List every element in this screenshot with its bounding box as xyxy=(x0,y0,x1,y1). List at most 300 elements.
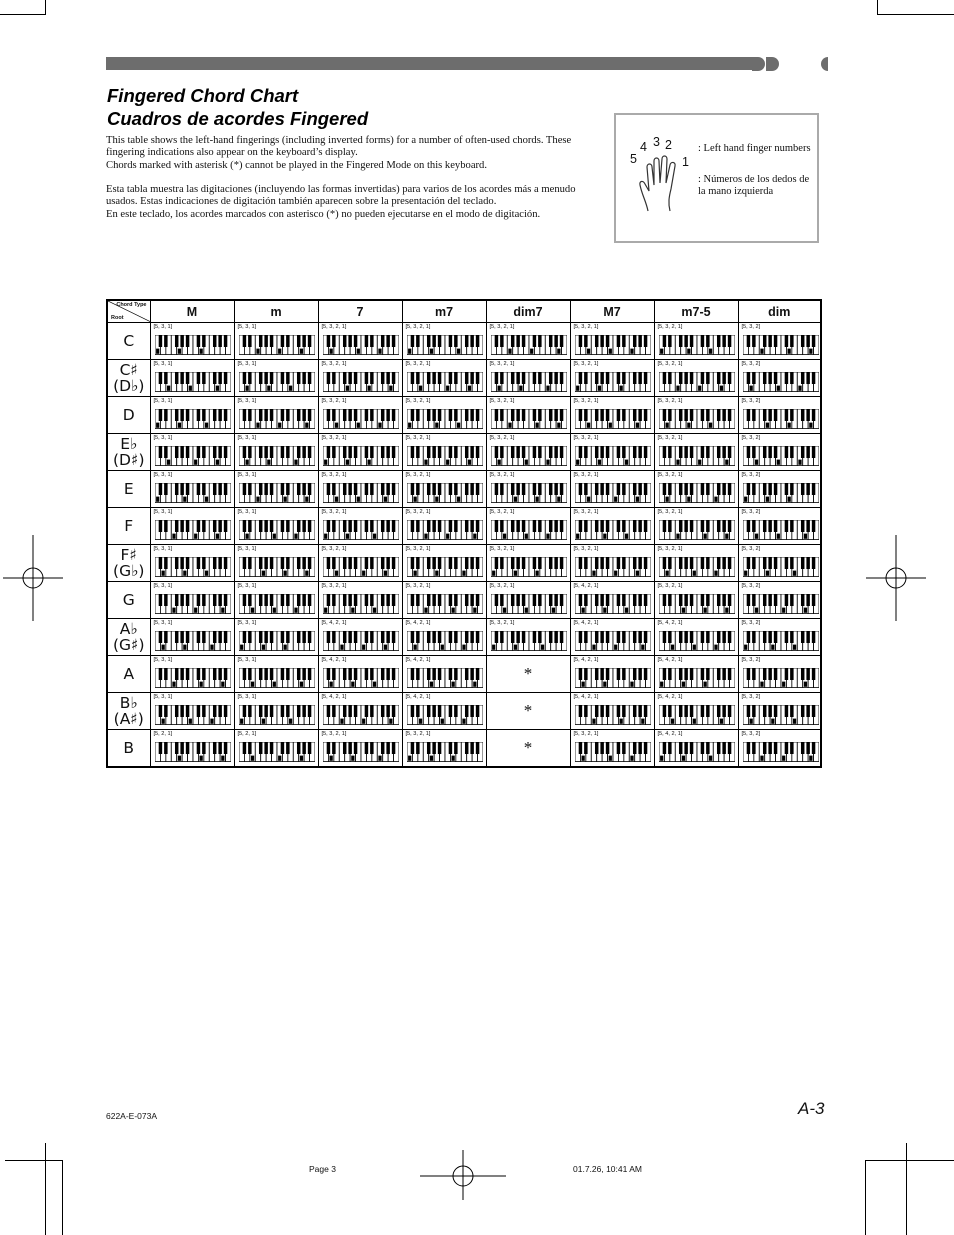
black-key xyxy=(302,520,305,532)
keyboard-diagram xyxy=(575,372,651,392)
black-key xyxy=(307,409,310,421)
pressed-key-mark xyxy=(261,719,264,724)
chord-cell-content xyxy=(571,397,654,433)
black-key xyxy=(391,631,394,643)
chord-cell-content xyxy=(571,545,654,581)
black-key xyxy=(668,335,671,347)
black-key xyxy=(185,742,188,754)
black-key xyxy=(353,557,356,569)
fingering-label: [5, 3, 1] xyxy=(237,324,257,330)
black-key xyxy=(727,557,730,569)
black-key xyxy=(689,705,692,717)
keyboard-diagram xyxy=(155,372,231,392)
pressed-key-mark xyxy=(389,719,392,724)
black-key xyxy=(364,372,367,384)
pressed-key-mark xyxy=(641,719,644,724)
pressed-key-mark xyxy=(215,386,218,391)
black-key xyxy=(391,483,394,495)
black-key xyxy=(353,409,356,421)
black-key xyxy=(762,557,765,569)
finger-number: 5 xyxy=(630,152,637,166)
pressed-key-mark xyxy=(272,608,275,613)
keyboard-diagram xyxy=(407,520,483,540)
fingering-label: [5, 3, 2, 1] xyxy=(405,324,431,330)
black-key xyxy=(218,372,221,384)
black-key xyxy=(790,557,793,569)
chord-cell xyxy=(318,619,402,656)
black-key xyxy=(269,742,272,754)
black-key xyxy=(538,557,541,569)
black-key xyxy=(600,446,603,458)
chord-cell xyxy=(150,693,234,730)
pressed-key-mark xyxy=(592,571,595,576)
black-key xyxy=(286,446,289,458)
black-key xyxy=(448,594,451,606)
not-available-cell: * xyxy=(486,693,570,730)
black-key xyxy=(264,483,267,495)
black-key xyxy=(332,409,335,421)
table-row xyxy=(107,656,821,693)
black-key xyxy=(286,372,289,384)
keyboard-diagram xyxy=(155,557,231,577)
black-key xyxy=(616,446,619,458)
keyboard-diagram xyxy=(239,335,315,355)
black-key xyxy=(302,446,305,458)
chord-cell-content xyxy=(319,656,402,692)
black-key xyxy=(706,557,709,569)
black-key xyxy=(578,446,581,458)
intro-english-p1: This table shows the left-hand fingerings (including inverted forms) for a number of often-used chords. These fingering indications also appear on the keyboard’s display. xyxy=(106,135,572,159)
black-key xyxy=(800,668,803,680)
keyboard-diagram xyxy=(575,446,651,466)
pressed-key-mark xyxy=(708,756,711,761)
black-key xyxy=(800,335,803,347)
black-key xyxy=(164,335,167,347)
pressed-key-mark xyxy=(535,571,538,576)
black-key xyxy=(584,631,587,643)
black-key xyxy=(158,335,161,347)
black-key xyxy=(342,372,345,384)
chord-cell xyxy=(150,471,234,508)
black-key xyxy=(286,594,289,606)
pressed-key-mark xyxy=(362,719,365,724)
keyboard-diagram xyxy=(659,409,735,429)
black-key xyxy=(722,705,725,717)
black-key xyxy=(258,742,261,754)
pressed-key-mark xyxy=(776,460,779,465)
black-key xyxy=(212,668,215,680)
pressed-key-mark xyxy=(383,497,386,502)
black-key xyxy=(212,335,215,347)
black-key xyxy=(516,335,519,347)
chord-cell-content xyxy=(403,397,486,433)
black-key xyxy=(218,409,221,421)
black-key xyxy=(689,335,692,347)
chord-cell xyxy=(654,619,738,656)
black-key xyxy=(223,372,226,384)
black-key xyxy=(348,742,351,754)
black-key xyxy=(684,483,687,495)
chord-cell-content xyxy=(571,323,654,359)
chord-cell-content xyxy=(319,397,402,433)
black-key xyxy=(811,668,814,680)
black-key xyxy=(510,446,513,458)
black-key xyxy=(638,520,641,532)
black-key xyxy=(212,409,215,421)
chord-cell-content xyxy=(403,693,486,729)
chord-cell-content xyxy=(235,545,318,581)
black-key xyxy=(500,594,503,606)
black-key xyxy=(689,372,692,384)
pressed-key-mark xyxy=(283,645,286,650)
pressed-key-mark xyxy=(619,386,622,391)
column-header: dim7 xyxy=(486,300,570,323)
black-key xyxy=(242,409,245,421)
black-key xyxy=(280,705,283,717)
pressed-key-mark xyxy=(451,608,454,613)
black-key xyxy=(662,705,665,717)
fingering-label: [5, 2, 1] xyxy=(153,731,173,737)
pressed-key-mark xyxy=(782,682,785,687)
pressed-key-mark xyxy=(771,719,774,724)
black-key xyxy=(768,668,771,680)
black-key xyxy=(638,335,641,347)
pressed-key-mark xyxy=(608,423,611,428)
keyboard-diagram xyxy=(743,705,819,725)
keyboard-diagram xyxy=(743,335,819,355)
chord-cell-content xyxy=(235,471,318,507)
pressed-key-mark xyxy=(283,497,286,502)
pressed-key-mark xyxy=(676,386,679,391)
fingering-label: [5, 3, 1] xyxy=(237,546,257,552)
black-key xyxy=(538,483,541,495)
chord-cell-content xyxy=(151,471,234,507)
black-key xyxy=(296,668,299,680)
root-note-cell xyxy=(107,619,150,656)
black-key xyxy=(722,372,725,384)
pressed-key-mark xyxy=(299,756,302,761)
black-key xyxy=(470,594,473,606)
black-key xyxy=(554,446,557,458)
black-key xyxy=(242,705,245,717)
black-key xyxy=(426,557,429,569)
black-key xyxy=(548,483,551,495)
black-key xyxy=(416,520,419,532)
pressed-key-mark xyxy=(714,571,717,576)
chord-cell-content xyxy=(235,323,318,359)
keyboard-diagram xyxy=(659,483,735,503)
black-key xyxy=(416,668,419,680)
black-key xyxy=(180,483,183,495)
black-key xyxy=(280,742,283,754)
black-key xyxy=(600,483,603,495)
pressed-key-mark xyxy=(524,534,527,539)
black-key xyxy=(248,372,251,384)
chord-cell xyxy=(738,471,821,508)
black-key xyxy=(280,372,283,384)
black-key xyxy=(269,372,272,384)
black-key xyxy=(416,631,419,643)
black-key xyxy=(302,668,305,680)
black-key xyxy=(464,335,467,347)
black-key xyxy=(242,668,245,680)
chord-cell xyxy=(570,397,654,434)
black-key xyxy=(432,409,435,421)
black-key xyxy=(185,631,188,643)
black-key xyxy=(307,594,310,606)
chord-cell xyxy=(570,508,654,545)
black-key xyxy=(668,631,671,643)
black-key xyxy=(332,483,335,495)
fingering-label: [5, 3, 1] xyxy=(237,398,257,404)
black-key xyxy=(616,668,619,680)
keyboard-diagram xyxy=(575,631,651,651)
black-key xyxy=(454,520,457,532)
header-bar-tabs xyxy=(752,55,828,72)
root-note: B xyxy=(123,739,135,757)
black-key xyxy=(348,557,351,569)
black-key xyxy=(578,483,581,495)
chord-cell-content xyxy=(319,545,402,581)
chord-cell xyxy=(402,508,486,545)
black-key xyxy=(342,520,345,532)
black-key xyxy=(164,483,167,495)
fingering-label: [5, 3, 2, 1] xyxy=(573,472,599,478)
black-key xyxy=(559,631,562,643)
fingering-label: [5, 3, 2] xyxy=(741,546,761,552)
black-key xyxy=(437,335,440,347)
pressed-key-mark xyxy=(546,534,549,539)
black-key xyxy=(668,557,671,569)
black-key xyxy=(386,668,389,680)
intro-spanish-p1: Esta tabla muestra las digitaciones (incluyendo las formas invertidas) para varios de los acordes más a menudo usados. Estas indicaciones de digitación también aparecen sobre la presentación del teclado. xyxy=(106,184,576,208)
black-key xyxy=(722,446,725,458)
black-key xyxy=(548,631,551,643)
pressed-key-mark xyxy=(676,460,679,465)
chord-cell xyxy=(234,656,318,693)
black-key xyxy=(348,483,351,495)
black-key xyxy=(752,335,755,347)
fingering-label: [5, 4, 2, 1] xyxy=(657,620,683,626)
black-key xyxy=(307,372,310,384)
black-key xyxy=(280,631,283,643)
chord-cell xyxy=(402,656,486,693)
crop-mark xyxy=(906,1143,907,1235)
black-key xyxy=(684,705,687,717)
fingering-label: [5, 3, 2, 1] xyxy=(321,731,347,737)
fingering-label: [5, 3, 2, 1] xyxy=(321,398,347,404)
pressed-key-mark xyxy=(446,460,449,465)
black-key xyxy=(605,483,608,495)
keyboard-diagram xyxy=(239,483,315,503)
fingering-label: [5, 3, 2, 1] xyxy=(405,546,431,552)
keyboard-diagram xyxy=(407,594,483,614)
black-key xyxy=(762,742,765,754)
black-key xyxy=(727,742,730,754)
chord-cell xyxy=(234,545,318,582)
pressed-key-mark xyxy=(272,682,275,687)
keyboard-diagram xyxy=(407,446,483,466)
keyboard-diagram xyxy=(323,705,399,725)
black-key xyxy=(632,409,635,421)
black-key xyxy=(689,446,692,458)
fingering-label: [5, 3, 2, 1] xyxy=(489,620,515,626)
chord-cell-content xyxy=(235,397,318,433)
chord-cell xyxy=(402,619,486,656)
black-key xyxy=(554,594,557,606)
chord-cell-content xyxy=(151,656,234,692)
pressed-key-mark xyxy=(240,645,243,650)
black-key xyxy=(706,594,709,606)
black-key xyxy=(185,372,188,384)
black-key xyxy=(307,520,310,532)
chord-cell xyxy=(654,434,738,471)
black-key xyxy=(454,557,457,569)
black-key xyxy=(643,520,646,532)
black-key xyxy=(700,372,703,384)
black-key xyxy=(454,483,457,495)
pressed-key-mark xyxy=(754,460,757,465)
black-key xyxy=(768,557,771,569)
black-key xyxy=(158,372,161,384)
pressed-key-mark xyxy=(665,571,668,576)
chord-cell-content xyxy=(655,323,738,359)
fingering-label: [5, 3, 2, 1] xyxy=(657,398,683,404)
fingering-label: [5, 3, 1] xyxy=(153,398,173,404)
pressed-key-mark xyxy=(351,756,354,761)
black-key xyxy=(437,668,440,680)
black-key xyxy=(258,705,261,717)
fingering-label: [5, 3, 2, 1] xyxy=(321,546,347,552)
fingering-label: [5, 3, 2, 1] xyxy=(405,472,431,478)
black-key xyxy=(632,557,635,569)
pressed-key-mark xyxy=(630,682,633,687)
fingering-label: [5, 3, 2, 1] xyxy=(321,472,347,478)
chord-cell xyxy=(234,360,318,397)
black-key xyxy=(364,631,367,643)
pressed-key-mark xyxy=(451,682,454,687)
chord-cell xyxy=(654,508,738,545)
black-key xyxy=(307,668,310,680)
black-key xyxy=(684,631,687,643)
pressed-key-mark xyxy=(513,497,516,502)
black-key xyxy=(307,742,310,754)
column-header: dim xyxy=(738,300,821,323)
pressed-key-mark xyxy=(592,645,595,650)
pressed-key-mark xyxy=(334,497,337,502)
black-key xyxy=(180,520,183,532)
chord-cell-content xyxy=(655,508,738,544)
chord-cell-content xyxy=(487,582,570,618)
black-key xyxy=(454,668,457,680)
black-key xyxy=(326,446,329,458)
black-key xyxy=(391,594,394,606)
pressed-key-mark xyxy=(803,682,806,687)
pressed-key-mark xyxy=(408,423,411,428)
black-key xyxy=(716,557,719,569)
pressed-key-mark xyxy=(204,571,207,576)
pressed-key-mark xyxy=(660,756,663,761)
black-key xyxy=(668,372,671,384)
black-key xyxy=(494,409,497,421)
black-key xyxy=(296,742,299,754)
chord-cell-content xyxy=(739,434,821,470)
pressed-key-mark xyxy=(760,756,763,761)
black-key xyxy=(811,520,814,532)
pressed-key-mark xyxy=(456,497,459,502)
black-key xyxy=(516,446,519,458)
fingering-label: [5, 3, 2, 1] xyxy=(489,361,515,367)
black-key xyxy=(196,705,199,717)
black-key xyxy=(364,668,367,680)
black-key xyxy=(559,372,562,384)
fingering-label: [5, 4, 2, 1] xyxy=(321,620,347,626)
intro-english xyxy=(106,135,582,172)
pressed-key-mark xyxy=(372,534,375,539)
black-key xyxy=(790,520,793,532)
fingering-label: [5, 4, 2, 1] xyxy=(657,731,683,737)
black-key xyxy=(364,409,367,421)
black-key xyxy=(174,446,177,458)
pressed-key-mark xyxy=(744,571,747,576)
chord-cell-content xyxy=(403,730,486,766)
pressed-key-mark xyxy=(345,534,348,539)
black-key xyxy=(342,335,345,347)
pressed-key-mark xyxy=(787,497,790,502)
black-key xyxy=(248,446,251,458)
black-key xyxy=(662,742,665,754)
black-key xyxy=(716,742,719,754)
black-key xyxy=(164,705,167,717)
black-key xyxy=(296,335,299,347)
pressed-key-mark xyxy=(535,423,538,428)
pressed-key-mark xyxy=(771,645,774,650)
black-key xyxy=(432,557,435,569)
black-key xyxy=(538,372,541,384)
black-key xyxy=(258,668,261,680)
black-key xyxy=(280,335,283,347)
pressed-key-mark xyxy=(204,497,207,502)
black-key xyxy=(470,742,473,754)
chord-cell-content xyxy=(319,730,402,766)
black-key xyxy=(762,335,765,347)
pressed-key-mark xyxy=(698,460,701,465)
black-key xyxy=(286,742,289,754)
black-key xyxy=(342,668,345,680)
black-key xyxy=(464,668,467,680)
pressed-key-mark xyxy=(462,719,465,724)
black-key xyxy=(532,483,535,495)
black-key xyxy=(578,631,581,643)
root-note-cell xyxy=(107,582,150,619)
black-key xyxy=(510,409,513,421)
black-key xyxy=(600,594,603,606)
black-key xyxy=(410,742,413,754)
black-key xyxy=(538,446,541,458)
black-key xyxy=(437,594,440,606)
keyboard-diagram xyxy=(239,409,315,429)
not-available-cell: * xyxy=(486,730,570,768)
fingering-label: [5, 4, 2, 1] xyxy=(405,657,431,663)
fingering-label: [5, 3, 2, 1] xyxy=(489,398,515,404)
pressed-key-mark xyxy=(305,423,308,428)
black-key xyxy=(722,409,725,421)
header-bar xyxy=(106,57,752,70)
fingering-label: [5, 3, 2, 1] xyxy=(657,324,683,330)
black-key xyxy=(752,742,755,754)
root-note-cell xyxy=(107,434,150,471)
black-key xyxy=(773,335,776,347)
